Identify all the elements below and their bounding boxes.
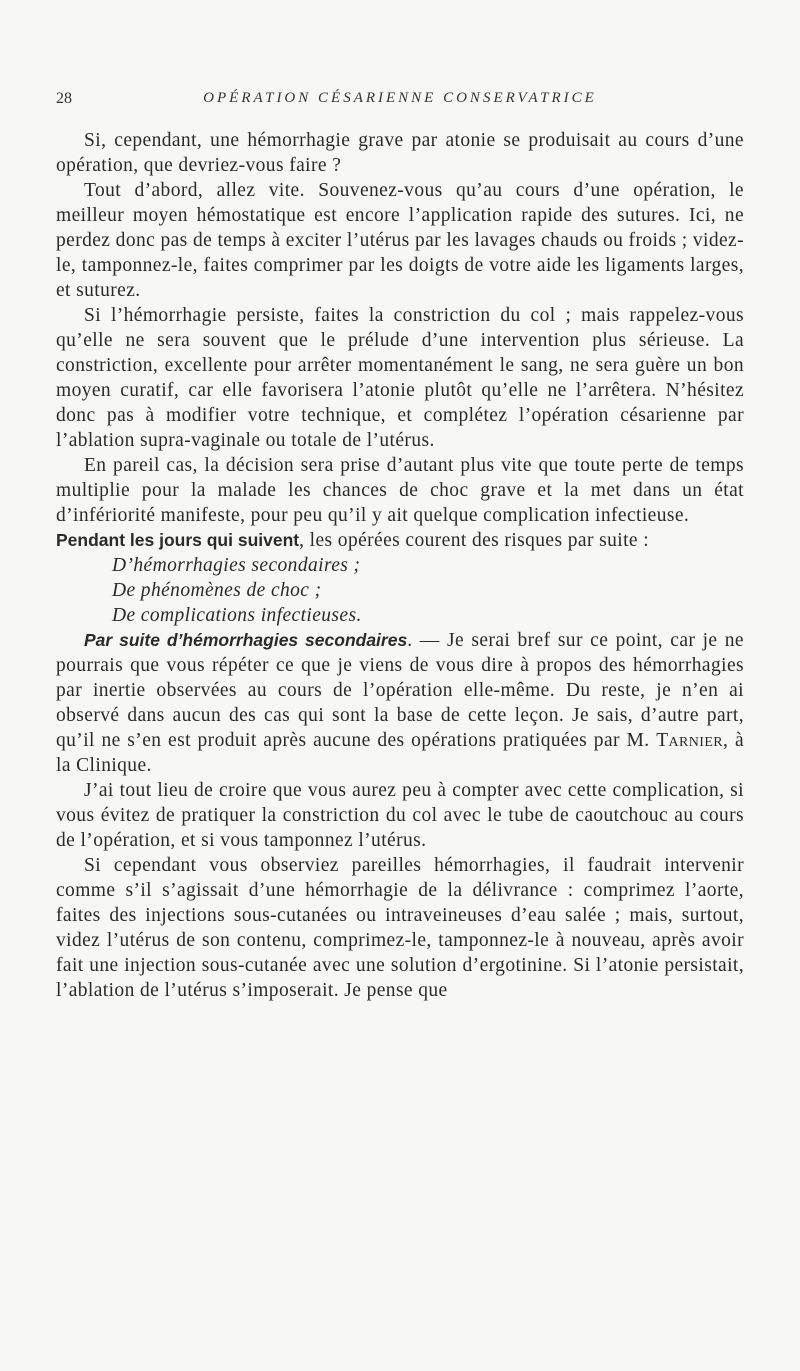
section-lead: Pendant les jours qui suivent (56, 530, 300, 550)
paragraph (56, 528, 744, 553)
paragraph: J’ai tout lieu de croire que vous aurez peu à compter avec cette complication, si vous évitez de pratiquer la constriction du col avec le tube de caoutchouc au cours de l’opération, et si vous tamponnez l’utérus. (56, 780, 744, 851)
paragraph: En pareil cas, la décision sera prise d’autant plus vite que toute perte de temps multiplie pour la malade les chances de choc grave et la met dans un état d’infériorité manifeste, pour peu qu’il y ait quelque complication infectieuse. (56, 455, 744, 526)
list-item: D’hémorrhagies secondaires ; (112, 555, 361, 576)
paragraph: Tout d’abord, allez vite. Souvenez-vous qu’au cours d’une opération, le meilleur moyen hémostatique est encore l’application rapide des sutures. Ici, ne perdez donc pas de temps à exciter l’utérus par les lavages chauds ou froids ; videz-le, tamponnez-le, faites comprimer par les doigts de votre aide les ligaments larges, et suturez. (56, 180, 744, 301)
running-title: OPÉRATION CÉSARIENNE CONSERVATRICE (203, 90, 597, 106)
paragraph: Si l’hémorrhagie persiste, faites la constriction du col ; mais rappelez-vous qu’elle ne sera souvent que le prélude d’une intervention plus sérieuse. La constriction, excellente pour arrêter momentanément le sang, ne sera guère un bon moyen curatif, car elle favorisera l’atonie plutôt qu’elle ne l’arrêtera. N’hésitez donc pas à modifier votre technique, et complétez l’opération césarienne par l’ablation supra-vaginale ou totale de l’utérus. (56, 305, 744, 451)
paragraph-text: . — Je serai bref sur ce point, car je ne pourrais que vous répéter ce que je viens de vous dire à propos des hémorrhagies par inertie observées au cours de l’opération elle-même. Du reste, je n’en ai observé dans aucun des cas qui sont la base de cette leçon. Je sais, d’autre part, qu’il ne s’en est produit après aucune des opérations pratiquées par M. (56, 630, 744, 751)
paragraph-text: , à la Clinique. (56, 730, 744, 776)
body-text (56, 128, 744, 1003)
paragraph (56, 628, 744, 778)
paragraph: Si cependant vous observiez pareilles hémorrhagies, il faudrait intervenir comme s’il s’agissait d’une hémorrhagie de la délivrance : comprimez l’aorte, faites des injections sous-cutanées ou intraveineuses d’eau salée ; mais, surtout, videz l’utérus de son contenu, comprimez-le, tamponnez-le à nouveau, après avoir fait une injection sous-cutanée avec une solution d’ergotinine. Si l’atonie persistait, l’ablation de l’utérus s’imposerait. Je pense que (56, 855, 744, 1001)
paragraph: Si, cependant, une hémorrhagie grave par atonie se produisait au cours d’une opération, que devriez-vous faire ? (56, 130, 744, 176)
list-item: De complications infectieuses. (112, 605, 362, 626)
page-header (56, 90, 744, 112)
list-item: De phénomènes de choc ; (112, 580, 322, 601)
section-heading: Par suite d’hémorrhagies secondaires (84, 630, 408, 650)
author-name: Tarnier (656, 730, 724, 751)
page-number: 28 (56, 90, 72, 107)
paragraph-text: , les opérées courent des risques par suite : (299, 530, 650, 551)
